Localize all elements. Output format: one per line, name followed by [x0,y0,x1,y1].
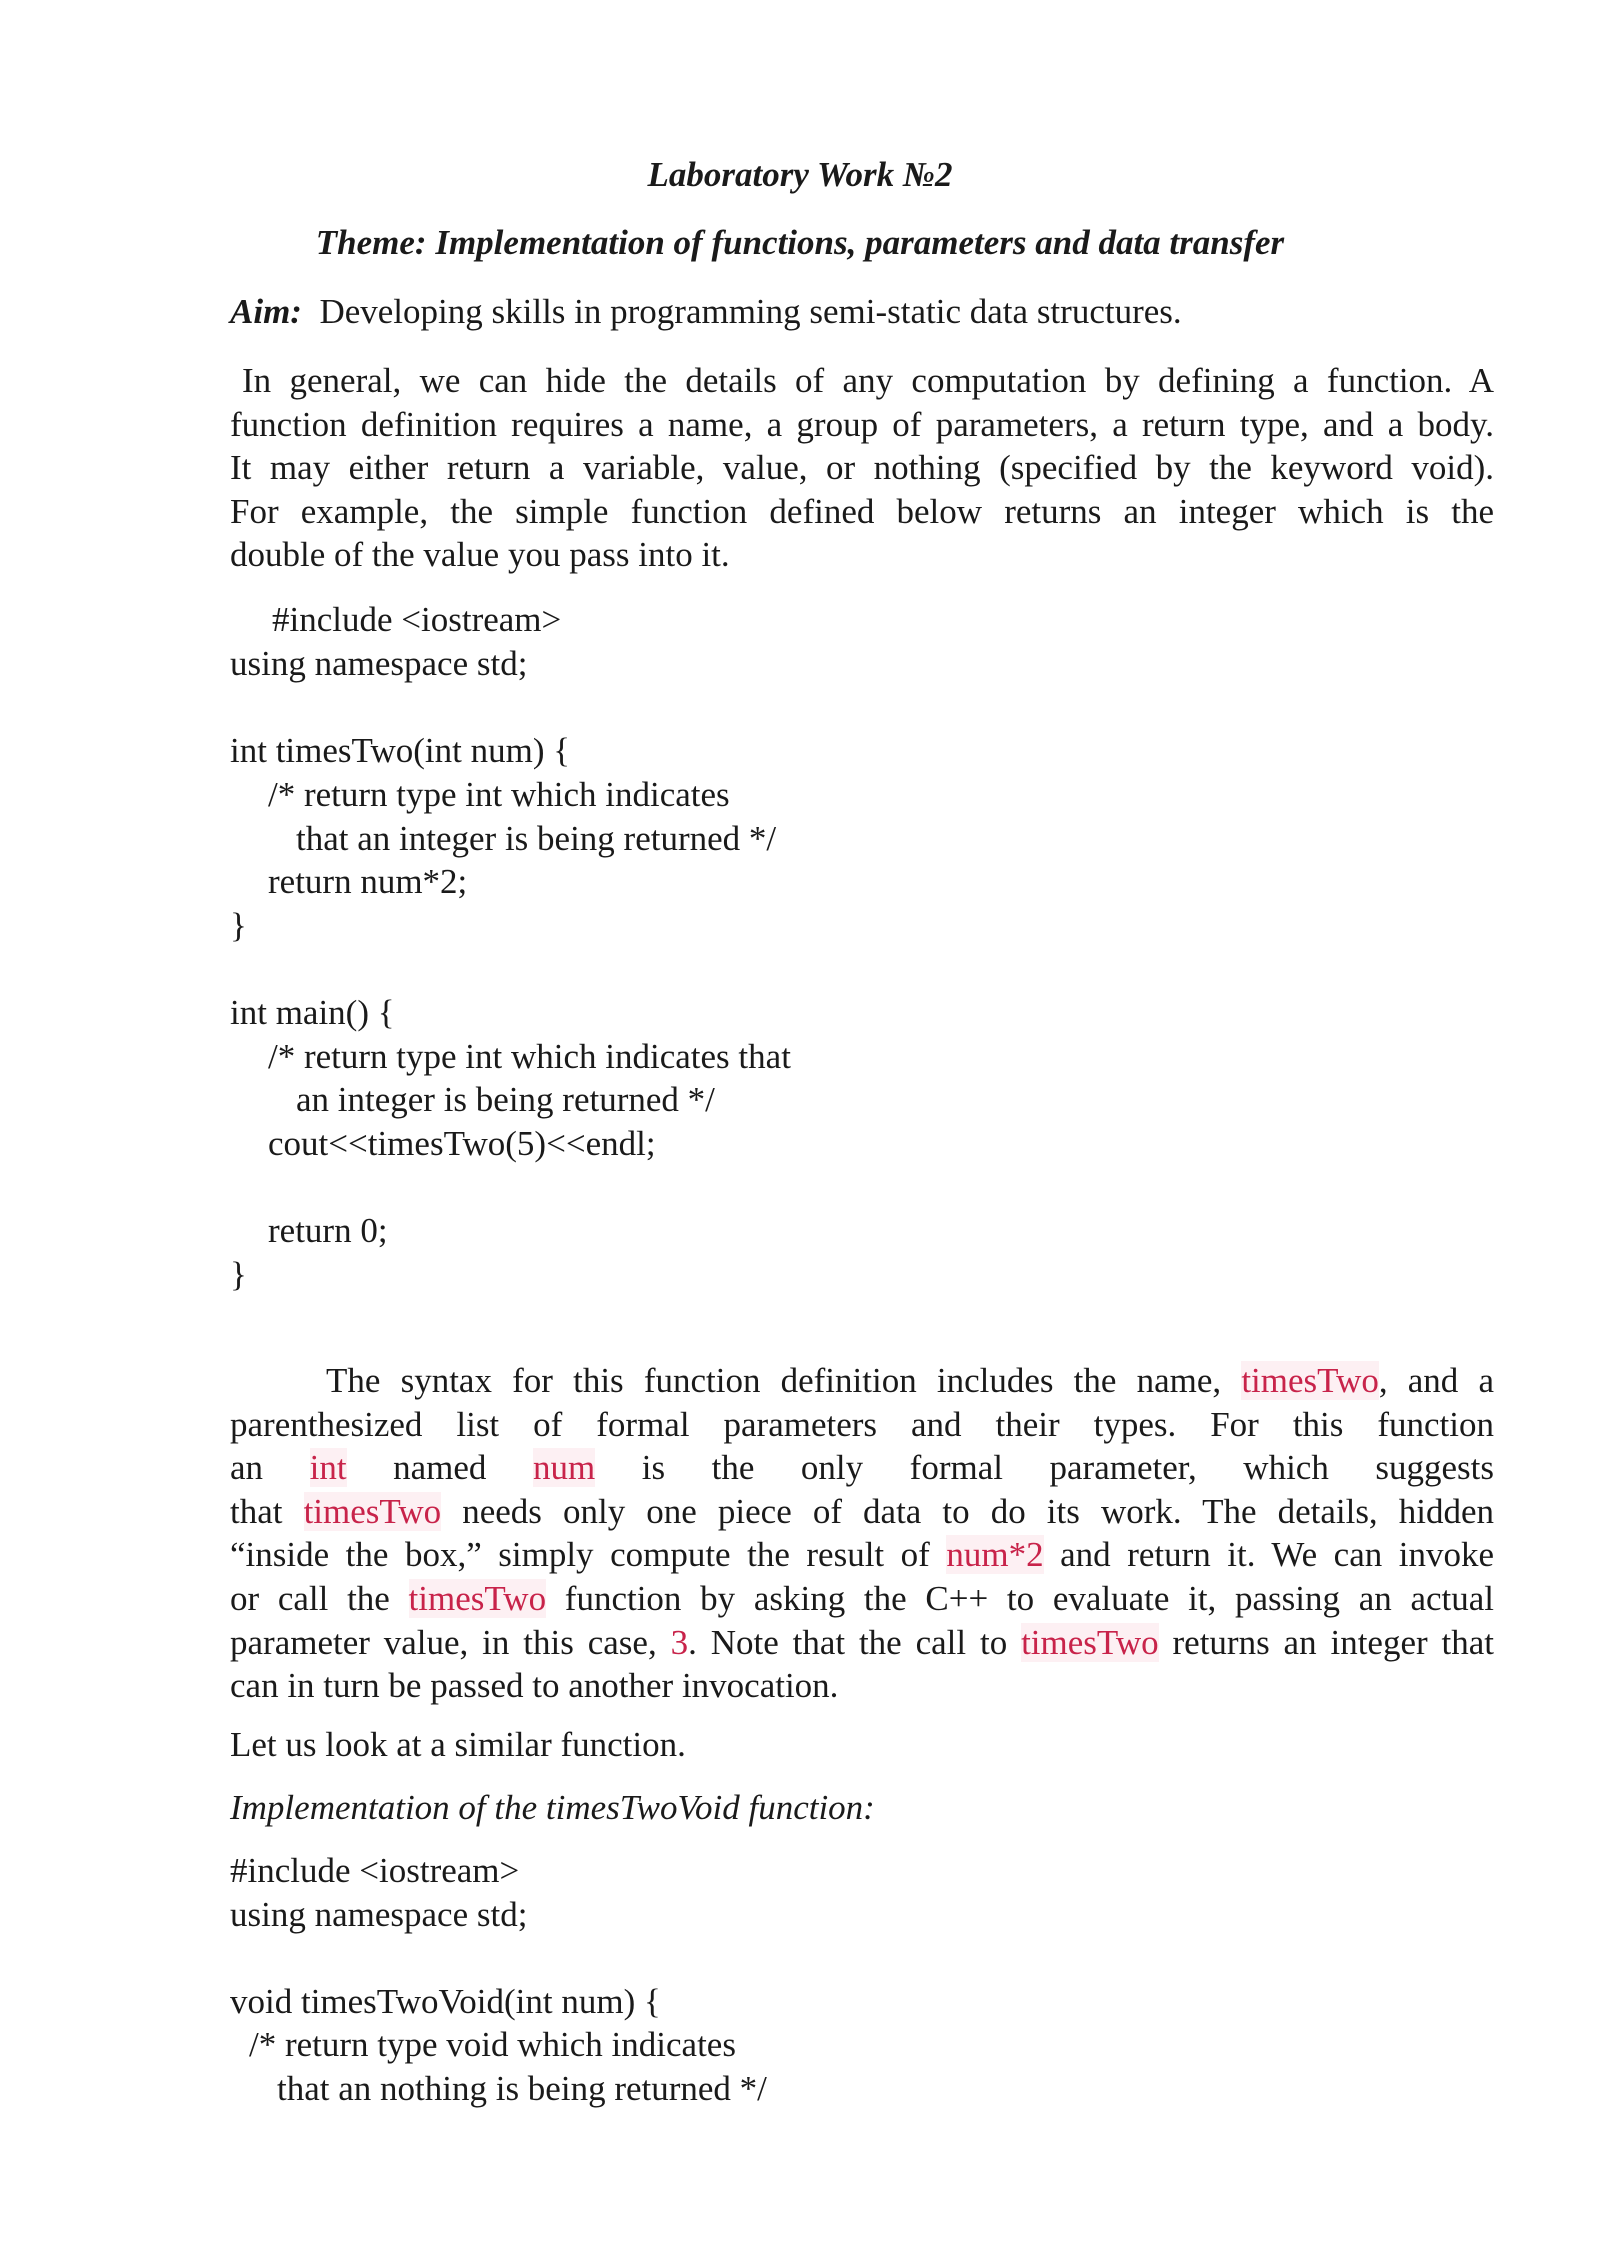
code-term: num*2 [946,1535,1044,1575]
code-line: /* return type int which indicates that [268,1037,791,1076]
code-line: /* return type void which indicates [249,2025,736,2064]
code-term: timesTwo [408,1578,547,1618]
text-run: needs only one piece of data to do its work. The details, hidden [462,1491,1495,1531]
code-term: 3 [670,1622,689,1662]
code-line: cout<<timesTwo(5)<<endl; [268,1124,656,1163]
para-line [230,1446,1494,1490]
code-line: } [230,906,247,945]
code-term: timesTwo [1241,1361,1379,1400]
code-line: /* return type int which indicates [268,775,730,814]
code-line: } [230,1255,247,1294]
text-run: returns an integer that [1172,1622,1494,1662]
code-line: return 0; [268,1211,388,1250]
para-line [230,1621,1494,1665]
para-line [230,1359,1494,1403]
aim-label: Aim: [230,292,302,331]
text-run: function by asking the C++ to evaluate it, passing an actual [564,1578,1495,1618]
intro-line: In general, we can hide the details of any computation by defining a function. A [242,361,1494,400]
para-line: parenthesized list of formal parameters and their types. For this function [230,1404,1494,1444]
para-line [230,1533,1494,1577]
text-run: The syntax for this function definition includes the name, [326,1361,1222,1400]
aim-text: Developing skills in programming semi-static data structures. [319,292,1182,331]
code-term: timesTwo [303,1491,442,1531]
intro-line: It may either return a variable, value, or nothing (specified by the keyword void). [230,448,1494,488]
code-line: return num*2; [268,862,468,901]
code-line: an integer is being returned */ [296,1080,715,1119]
code-line: that an nothing is being returned */ [277,2069,767,2108]
para-line [230,1577,1494,1621]
page-title: Laboratory Work №2 [647,155,953,194]
text-run: that [230,1491,283,1531]
code-line: using namespace std; [230,1895,528,1934]
code-line: using namespace std; [230,644,528,683]
code-term: timesTwo [1021,1622,1159,1662]
code-term: num [532,1448,596,1488]
intro-line: function definition requires a name, a group of parameters, a return type, and a body. [230,404,1494,444]
text-run: “inside the box,” simply compute the result of [230,1535,930,1575]
text-run: , and a [1378,1361,1495,1400]
text-run: or call the [230,1578,390,1618]
text-run: . Note that the call to [688,1622,1008,1662]
para-line [230,1490,1494,1534]
code-line: int timesTwo(int num) { [230,731,571,770]
implementation-heading: Implementation of the timesTwoVoid function: [230,1788,875,1827]
text-run: named [393,1448,487,1488]
code-line: int main() { [230,993,395,1032]
code-line: #include <iostream> [230,1851,520,1890]
text-run: is the only formal parameter, which suggests [641,1448,1495,1488]
aim-line [230,290,1182,334]
para-line: can in turn be passed to another invocation. [230,1666,839,1706]
text-run: parameter value, in this case, [230,1622,657,1662]
similar-function-text: Let us look at a similar function. [230,1725,686,1764]
text-run: and return it. We can invoke [1060,1535,1495,1575]
intro-line: double of the value you pass into it. [230,535,730,575]
theme-heading: Theme: Implementation of functions, parameters and data transfer [315,223,1285,262]
text-run: an [230,1448,264,1488]
code-term: int [309,1448,347,1488]
syntax-paragraph [230,1359,1494,1708]
intro-paragraph [230,359,1494,577]
code-line: #include <iostream> [272,600,562,639]
code-line: that an integer is being returned */ [296,819,777,858]
code-line: void timesTwoVoid(int num) { [230,1982,661,2021]
intro-line: For example, the simple function defined below returns an integer which is the [230,491,1494,531]
